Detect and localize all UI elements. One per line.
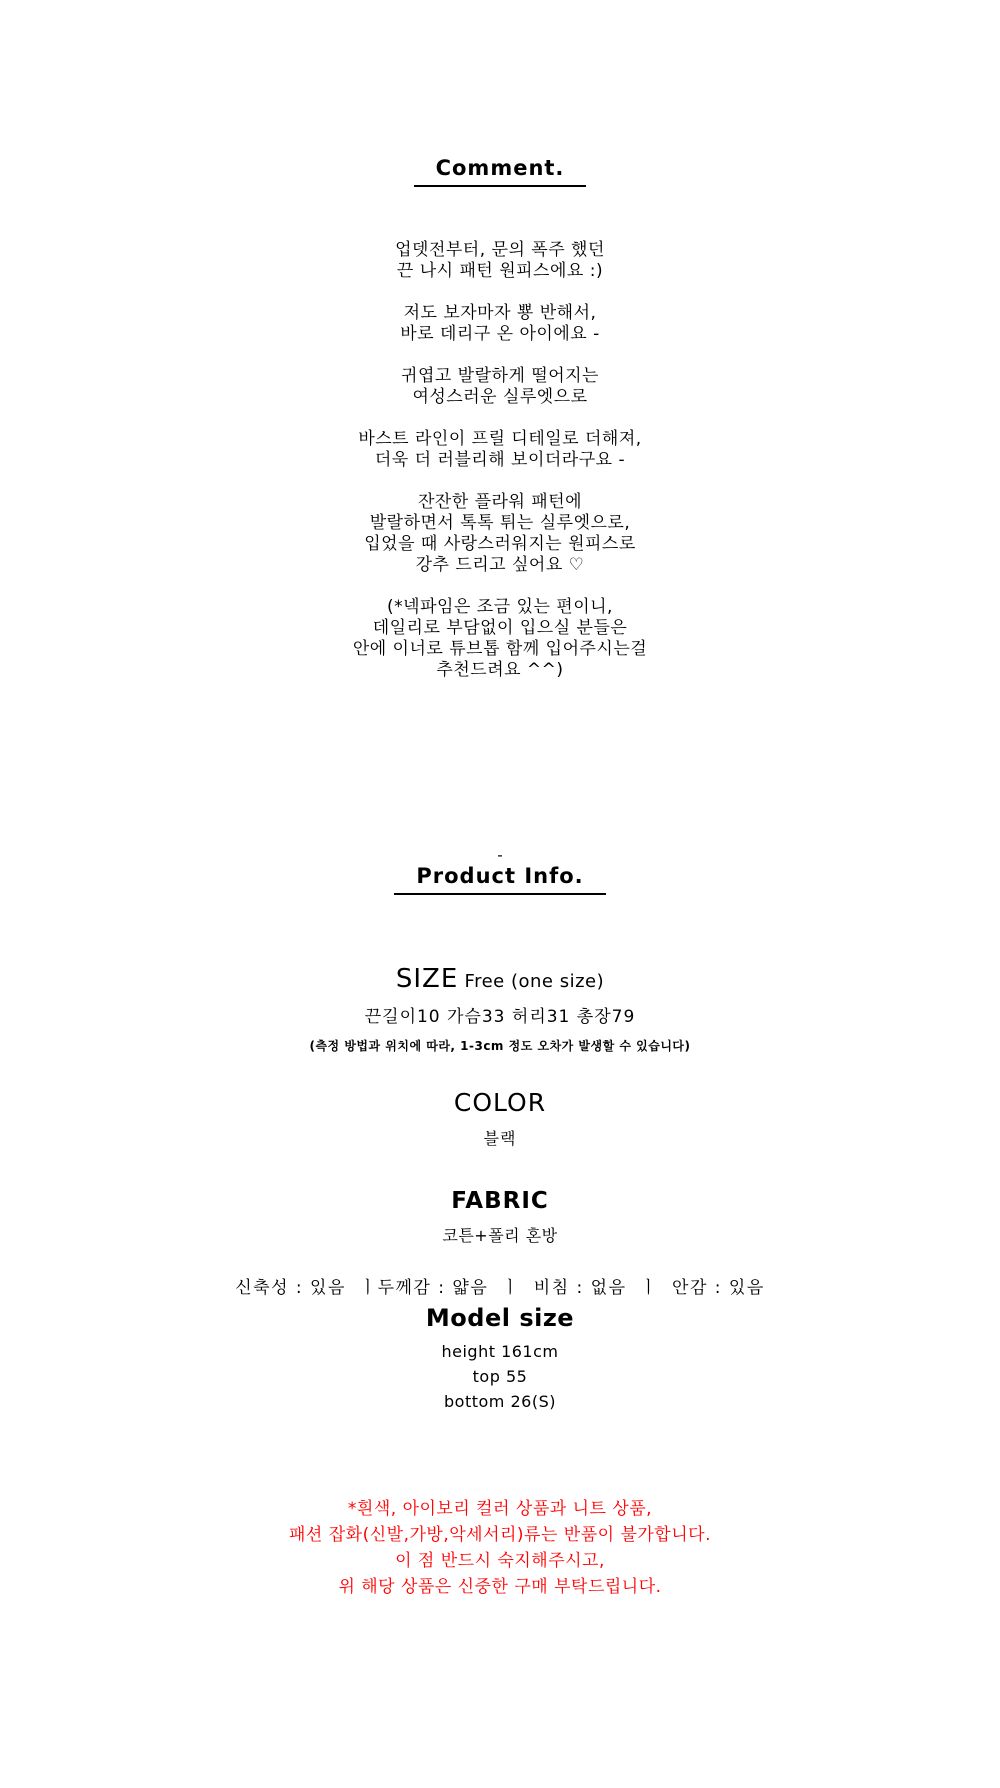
size-heading (0, 964, 1000, 994)
comment-line: 안에 이너로 튜브톱 함께 입어주시는걸 (352, 639, 648, 659)
comment-line: 바스트 라인이 프릴 디테일로 더해져, (358, 429, 642, 449)
comment-paragraph (0, 429, 1000, 471)
comment-line: 강추 드리고 싶어요 ♡ (415, 555, 585, 575)
fabric-specs: 신축성 : 있음 ㅣ두께감 : 얇음 ㅣ 비침 : 없음 ㅣ 안감 : 있음 (235, 1278, 765, 1298)
color-block (0, 1088, 1000, 1149)
size-label: SIZE (395, 964, 459, 994)
model-size-height: height 161cm (441, 1342, 559, 1361)
comment-paragraph (0, 303, 1000, 345)
warning-block (0, 1496, 1000, 1600)
comment-paragraph (0, 366, 1000, 408)
fabric-value: 코튼+폴리 혼방 (442, 1226, 558, 1245)
model-size-lines (0, 1339, 1000, 1414)
comment-line: 추천드려요 ^^) (436, 660, 564, 680)
comment-line: 바로 데리구 온 아이에요 - (400, 324, 600, 344)
comment-line: 발랄하면서 톡톡 튀는 실루엣으로, (369, 513, 631, 533)
comment-paragraph (0, 597, 1000, 681)
comment-line: 잔잔한 플라워 패턴에 (417, 492, 583, 512)
warning-line: *흰색, 아이보리 컬러 상품과 니트 상품, (347, 1499, 653, 1519)
comment-line: 데일리로 부담없이 입으실 분들은 (372, 618, 628, 638)
comment-line: 귀엽고 발랄하게 떨어지는 (401, 366, 599, 386)
comment-line: 업뎃전부터, 문의 폭주 했던 (395, 240, 605, 260)
comment-line: 여성스러운 실루엣으로 (412, 387, 588, 407)
warning-line: 위 해당 상품은 신중한 구매 부탁드립니다. (338, 1577, 662, 1597)
comment-paragraph (0, 492, 1000, 576)
comment-title-text: Comment. (414, 156, 587, 187)
model-size-top: top 55 (472, 1367, 528, 1386)
model-size-block (0, 1304, 1000, 1414)
color-label: COLOR (453, 1088, 547, 1117)
comment-line: 더욱 더 러블리해 보이더라구요 - (374, 450, 626, 470)
comment-line: 끈 나시 패턴 원피스에요 :) (396, 261, 604, 281)
size-measurements: 끈길이10 가슴33 허리31 총장79 (364, 1007, 636, 1027)
model-size-bottom: bottom 26(S) (444, 1392, 556, 1411)
comment-line: 입었을 때 사랑스러워지는 원피스로 (364, 534, 636, 554)
model-size-label: Model size (425, 1304, 575, 1332)
warning-line: 이 점 반드시 숙지해주시고, (395, 1551, 605, 1571)
fabric-block (0, 1188, 1000, 1298)
comment-line: (*넥파임은 조금 있는 편이니, (387, 597, 613, 617)
comment-paragraph (0, 240, 1000, 282)
product-info-section-title (0, 864, 1000, 895)
comment-body (0, 240, 1000, 702)
product-info-dash: - (497, 846, 503, 864)
product-info-title-text: Product Info. (394, 864, 605, 895)
color-value: 블랙 (483, 1129, 517, 1148)
comment-section-title (0, 156, 1000, 187)
comment-line: 저도 보자마자 뿅 반해서, (403, 303, 597, 323)
size-value: Free (one size) (464, 971, 605, 992)
size-note: (측정 방법과 위치에 따라, 1-3cm 정도 오차가 발생할 수 있습니다) (309, 1039, 691, 1053)
size-block (0, 964, 1000, 1054)
fabric-label: FABRIC (451, 1188, 549, 1214)
warning-line: 패션 잡화(신발,가방,악세서리)류는 반품이 불가합니다. (289, 1525, 711, 1545)
